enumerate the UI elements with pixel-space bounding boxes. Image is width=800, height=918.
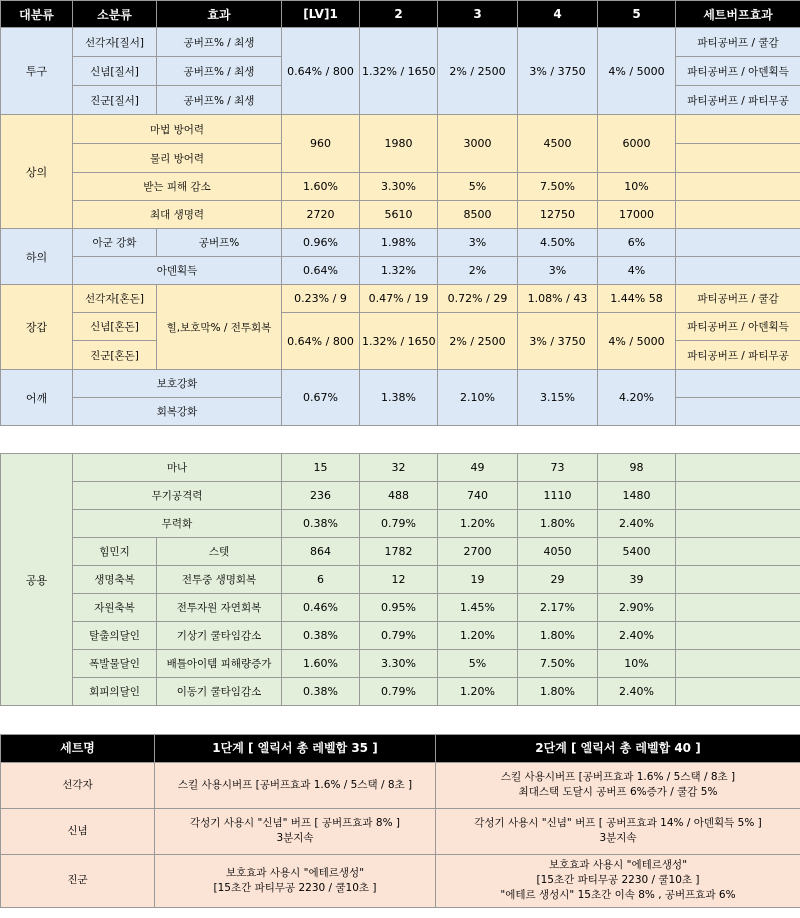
- value-cell: 5%: [438, 173, 518, 201]
- value-cell: 5610: [360, 201, 438, 229]
- category-cell: 하의: [1, 229, 73, 285]
- set-effect-table: [0, 734, 800, 908]
- table-row: [1, 678, 800, 706]
- effect-cell: 전투자원 자연회복: [157, 594, 282, 622]
- spacer-row: [1, 426, 800, 454]
- header-cell: [LV]1: [282, 1, 360, 28]
- stage1-cell: [155, 854, 436, 907]
- value-cell: 4050: [518, 538, 598, 566]
- sub-cell: 자원축복: [73, 594, 157, 622]
- value-cell: 1782: [360, 538, 438, 566]
- set-cell: [676, 229, 800, 257]
- table-row: [1, 538, 800, 566]
- value-cell: 17000: [598, 201, 676, 229]
- header-cell: 5: [598, 1, 676, 28]
- header-row: [1, 734, 800, 762]
- value-cell: 960: [282, 115, 360, 173]
- header-cell: 소분류: [73, 1, 157, 28]
- effect-cell: 공버프%: [157, 229, 282, 257]
- effect-cell: 공버프% / 최생: [157, 86, 282, 115]
- effect-cell: 회복강화: [73, 398, 282, 426]
- value-cell: 2%: [438, 257, 518, 285]
- value-cell: 1.45%: [438, 594, 518, 622]
- sub-cell: 아군 강화: [73, 229, 157, 257]
- effect-cell: 보호강화: [73, 370, 282, 398]
- value-cell: 1.60%: [282, 650, 360, 678]
- header-cell: 3: [438, 1, 518, 28]
- stage-line: 3분지속: [276, 832, 314, 844]
- spacer-row: [1, 706, 800, 734]
- stage-line: [15초간 파티무공 2230 / 쿨10초 ]: [536, 874, 700, 886]
- category-cell: 상의: [1, 115, 73, 229]
- set-cell: [676, 454, 800, 482]
- category-cell: 투구: [1, 28, 73, 115]
- value-cell: 98: [598, 454, 676, 482]
- set-cell: 파티공버프 / 파티무공: [676, 341, 800, 370]
- effect-cell: 스텟: [157, 538, 282, 566]
- value-cell: 7.50%: [518, 173, 598, 201]
- stage-line: 보호효과 사용시 "에테르생성": [225, 866, 365, 879]
- value-cell: 1.80%: [518, 510, 598, 538]
- stage-line: 스킬 사용시버프 [공버프효과 1.6% / 5스택 / 8초 ]: [177, 778, 413, 791]
- set-cell: 파티공버프 / 쿨감: [676, 28, 800, 57]
- set-cell: [676, 678, 800, 706]
- table-row: [1, 257, 800, 285]
- category-cell: 장갑: [1, 285, 73, 370]
- set-cell: [676, 115, 800, 144]
- value-cell: 10%: [598, 650, 676, 678]
- set-cell: [676, 173, 800, 201]
- table-row: [1, 313, 800, 341]
- sub-cell: 생명축복: [73, 566, 157, 594]
- stage-line: 각성기 사용시 "신념" 버프 [ 공버프효과 14% / 아덴획득 5% ]: [474, 817, 762, 829]
- table-row: [1, 808, 800, 854]
- value-cell: 1.60%: [282, 173, 360, 201]
- sub-cell: 신념[혼돈]: [73, 313, 157, 341]
- table-row: [1, 173, 800, 201]
- value-cell: 10%: [598, 173, 676, 201]
- value-cell: 1.80%: [518, 678, 598, 706]
- value-cell: 1.44% 58: [598, 285, 676, 313]
- value-cell: 1980: [360, 115, 438, 173]
- stage-line: "에테르 생성시" 15초간 이속 8% , 공버프효과 6%: [500, 889, 736, 901]
- value-cell: 73: [518, 454, 598, 482]
- effect-cell: 무기공격력: [73, 482, 282, 510]
- category-cell: 공용: [1, 454, 73, 706]
- value-cell: 3000: [438, 115, 518, 173]
- value-cell: 1.32%: [360, 257, 438, 285]
- value-cell: 0.64% / 800: [282, 313, 360, 370]
- set-cell: 파티공버프 / 아덴획득: [676, 313, 800, 341]
- value-cell: 864: [282, 538, 360, 566]
- effect-cell: 받는 피해 감소: [73, 173, 282, 201]
- set-cell: [676, 201, 800, 229]
- value-cell: 4.20%: [598, 370, 676, 426]
- stage-line: 스킬 사용시버프 [공버프효과 1.6% / 5스택 / 8초 ]: [500, 771, 736, 783]
- header-row: [1, 1, 800, 28]
- value-cell: 6000: [598, 115, 676, 173]
- set-cell: [676, 144, 800, 173]
- value-cell: 1.20%: [438, 510, 518, 538]
- stage-line: [15초간 파티무공 2230 / 쿨10초 ]: [213, 881, 377, 894]
- set-cell: [676, 482, 800, 510]
- value-cell: 3% / 3750: [518, 28, 598, 115]
- value-cell: 5%: [438, 650, 518, 678]
- value-cell: 39: [598, 566, 676, 594]
- value-cell: 1.32% / 1650: [360, 313, 438, 370]
- effect-cell: 공버프% / 최생: [157, 28, 282, 57]
- effect-cell: 이동기 쿨타임감소: [157, 678, 282, 706]
- value-cell: 2.10%: [438, 370, 518, 426]
- value-cell: 7.50%: [518, 650, 598, 678]
- value-cell: 32: [360, 454, 438, 482]
- stage2-cell: [436, 808, 800, 854]
- header-cell: 세트명: [1, 734, 155, 762]
- sub-cell: 폭발물달인: [73, 650, 157, 678]
- value-cell: 0.96%: [282, 229, 360, 257]
- set-name-cell: 선각자: [1, 762, 155, 808]
- spacer-cell: [1, 426, 800, 454]
- set-cell: [676, 622, 800, 650]
- set-cell: 파티공버프 / 쿨감: [676, 285, 800, 313]
- stage2-cell: [436, 762, 800, 808]
- value-cell: 3.30%: [360, 173, 438, 201]
- value-cell: 740: [438, 482, 518, 510]
- value-cell: 2.90%: [598, 594, 676, 622]
- value-cell: 0.95%: [360, 594, 438, 622]
- value-cell: 1.08% / 43: [518, 285, 598, 313]
- table-row: [1, 854, 800, 907]
- value-cell: 1110: [518, 482, 598, 510]
- table-row: [1, 285, 800, 313]
- table-row: [1, 650, 800, 678]
- value-cell: 2% / 2500: [438, 28, 518, 115]
- table-row: [1, 229, 800, 257]
- sub-cell: 진군[혼돈]: [73, 341, 157, 370]
- value-cell: 29: [518, 566, 598, 594]
- table-row: [1, 622, 800, 650]
- set-cell: [676, 594, 800, 622]
- value-cell: 6: [282, 566, 360, 594]
- stage1-cell: [155, 762, 436, 808]
- sub-cell: 힘민지: [73, 538, 157, 566]
- sub-cell: 신념[질서]: [73, 57, 157, 86]
- value-cell: 2% / 2500: [438, 313, 518, 370]
- value-cell: 15: [282, 454, 360, 482]
- value-cell: 12750: [518, 201, 598, 229]
- effect-cell: 최대 생명력: [73, 201, 282, 229]
- value-cell: 0.23% / 9: [282, 285, 360, 313]
- value-cell: 2700: [438, 538, 518, 566]
- value-cell: 4% / 5000: [598, 313, 676, 370]
- stage-line: 각성기 사용시 "신념" 버프 [ 공버프효과 8% ]: [189, 817, 401, 829]
- value-cell: 0.64% / 800: [282, 28, 360, 115]
- value-cell: 8500: [438, 201, 518, 229]
- value-cell: 0.38%: [282, 622, 360, 650]
- effect-cell: 공버프% / 최생: [157, 57, 282, 86]
- value-cell: 2.17%: [518, 594, 598, 622]
- stage-line: 3분지속: [599, 832, 637, 844]
- set-cell: 파티공버프 / 파티무공: [676, 86, 800, 115]
- sub-cell: 선각자[질서]: [73, 28, 157, 57]
- set-cell: [676, 370, 800, 398]
- value-cell: 236: [282, 482, 360, 510]
- value-cell: 0.79%: [360, 622, 438, 650]
- effect-cell: 무력화: [73, 510, 282, 538]
- value-cell: 5400: [598, 538, 676, 566]
- sub-cell: 회피의달인: [73, 678, 157, 706]
- value-cell: 1.32% / 1650: [360, 28, 438, 115]
- value-cell: 4500: [518, 115, 598, 173]
- value-cell: 6%: [598, 229, 676, 257]
- effect-cell: 전투중 생명회복: [157, 566, 282, 594]
- effect-cell: 마법 방어력: [73, 115, 282, 144]
- stage-line: 보호효과 사용시 "에테르생성": [548, 859, 688, 871]
- set-cell: [676, 257, 800, 285]
- table-row: [1, 510, 800, 538]
- value-cell: 0.79%: [360, 678, 438, 706]
- set-name-cell: 진군: [1, 854, 155, 907]
- header-cell: 효과: [157, 1, 282, 28]
- header-cell: 4: [518, 1, 598, 28]
- sub-cell: 탈출의달인: [73, 622, 157, 650]
- value-cell: 1.20%: [438, 678, 518, 706]
- value-cell: 1480: [598, 482, 676, 510]
- value-cell: 0.47% / 19: [360, 285, 438, 313]
- sub-cell: 선각자[혼돈]: [73, 285, 157, 313]
- value-cell: 3% / 3750: [518, 313, 598, 370]
- stage-line: 최대스택 도달시 공버프 6%증가 / 쿨감 5%: [518, 786, 718, 798]
- header-cell: 2: [360, 1, 438, 28]
- value-cell: 12: [360, 566, 438, 594]
- value-cell: 1.38%: [360, 370, 438, 426]
- value-cell: 0.64%: [282, 257, 360, 285]
- value-cell: 49: [438, 454, 518, 482]
- value-cell: 4% / 5000: [598, 28, 676, 115]
- value-cell: 0.72% / 29: [438, 285, 518, 313]
- table-row: [1, 482, 800, 510]
- set-cell: [676, 650, 800, 678]
- set-cell: [676, 538, 800, 566]
- header-cell: 세트버프효과: [676, 1, 800, 28]
- header-cell: 1단계 [ 엘릭서 총 레벨합 35 ]: [155, 734, 436, 762]
- value-cell: 1.20%: [438, 622, 518, 650]
- value-cell: 2.40%: [598, 678, 676, 706]
- set-cell: [676, 398, 800, 426]
- category-cell: 어깨: [1, 370, 73, 426]
- table-row: [1, 594, 800, 622]
- value-cell: 4%: [598, 257, 676, 285]
- value-cell: 2720: [282, 201, 360, 229]
- value-cell: 0.38%: [282, 510, 360, 538]
- value-cell: 1.80%: [518, 622, 598, 650]
- value-cell: 0.46%: [282, 594, 360, 622]
- table-row: [1, 762, 800, 808]
- value-cell: 2.40%: [598, 510, 676, 538]
- effect-cell: 배틀아이템 피해량증가: [157, 650, 282, 678]
- sub-cell: 진군[질서]: [73, 86, 157, 115]
- spacer-cell: [1, 706, 800, 734]
- value-cell: 3.30%: [360, 650, 438, 678]
- table-row: [1, 115, 800, 144]
- value-cell: 2.40%: [598, 622, 676, 650]
- table-row: [1, 370, 800, 398]
- table-row: [1, 201, 800, 229]
- table-row: [1, 566, 800, 594]
- set-cell: [676, 510, 800, 538]
- value-cell: 0.38%: [282, 678, 360, 706]
- value-cell: 1.98%: [360, 229, 438, 257]
- value-cell: 4.50%: [518, 229, 598, 257]
- stage2-cell: [436, 854, 800, 907]
- effect-cell: 아덴획득: [73, 257, 282, 285]
- effect-cell: 물리 방어력: [73, 144, 282, 173]
- effect-cell: 힐,보호막% / 전투회복: [157, 285, 282, 370]
- table-row: [1, 454, 800, 482]
- header-cell: 2단계 [ 엘릭서 총 레벨합 40 ]: [436, 734, 800, 762]
- header-cell: 대분류: [1, 1, 73, 28]
- value-cell: 3%: [518, 257, 598, 285]
- set-name-cell: 신념: [1, 808, 155, 854]
- value-cell: 0.79%: [360, 510, 438, 538]
- value-cell: 3%: [438, 229, 518, 257]
- set-cell: [676, 566, 800, 594]
- value-cell: 0.67%: [282, 370, 360, 426]
- set-cell: 파티공버프 / 아덴획득: [676, 57, 800, 86]
- effect-cell: 기상기 쿨타임감소: [157, 622, 282, 650]
- value-cell: 19: [438, 566, 518, 594]
- value-cell: 488: [360, 482, 438, 510]
- value-cell: 3.15%: [518, 370, 598, 426]
- table-row: [1, 28, 800, 57]
- stage1-cell: [155, 808, 436, 854]
- effect-cell: 마나: [73, 454, 282, 482]
